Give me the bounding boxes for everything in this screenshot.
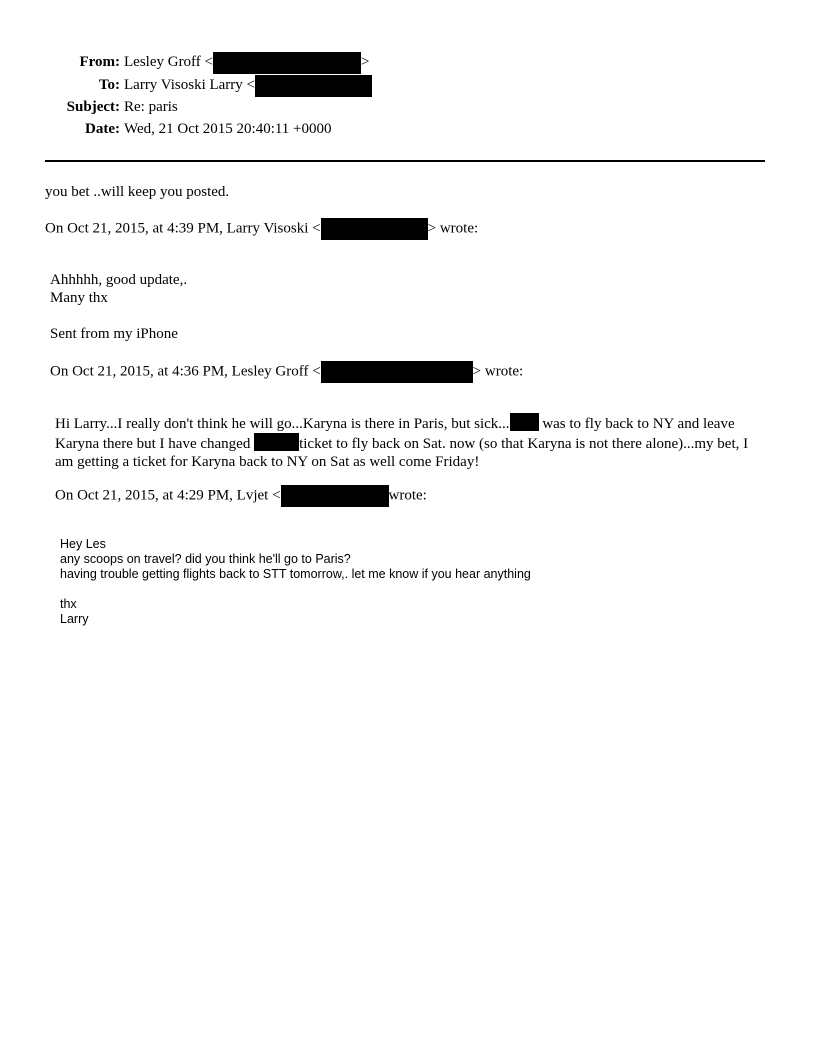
quote3-line: any scoops on travel? did you think he'll go to Paris? bbox=[60, 552, 351, 566]
reply-text: you bet ..will keep you posted. bbox=[45, 184, 230, 200]
quote2-attrib-pre: On Oct 21, 2015, at 4:36 PM, Lesley Groff < bbox=[50, 363, 321, 380]
redaction-box bbox=[510, 413, 539, 431]
quote1-signature: Sent from my iPhone bbox=[50, 326, 178, 342]
from-row bbox=[40, 51, 369, 74]
quote3-attrib-pre: On Oct 21, 2015, at 4:29 PM, Lvjet < bbox=[55, 487, 281, 504]
from-tail: > bbox=[361, 54, 370, 70]
redaction-box bbox=[321, 218, 428, 240]
to-row bbox=[40, 74, 372, 97]
redaction-box bbox=[213, 52, 361, 74]
quote1-attrib-post: > wrote: bbox=[427, 220, 479, 237]
quote3-attrib-post: wrote: bbox=[388, 487, 427, 504]
from-label: From: bbox=[79, 54, 120, 70]
quote2-paragraph bbox=[55, 413, 755, 471]
quote3-line: having trouble getting flights back to STT tomorrow,. let me know if you hear anything bbox=[60, 567, 531, 581]
quote1-attribution bbox=[45, 218, 478, 240]
date-value: Wed, 21 Oct 2015 20:40:11 +0000 bbox=[124, 121, 332, 137]
date-label: Date: bbox=[85, 121, 120, 137]
quote2-attrib-post: > wrote: bbox=[472, 363, 524, 380]
quote2-text-c: ticket to fly back on Sat. now (so that Karyna is not there alone)...my bet, I am getting a ticket for Karyna back to NY on Sat as well come Friday! bbox=[55, 436, 749, 470]
quote3-attribution bbox=[55, 485, 427, 507]
quote3-line: thx bbox=[60, 597, 77, 611]
quote2-text-a: Hi Larry...I really don't think he will go...Karyna is there in Paris, but sick... bbox=[55, 416, 510, 432]
quote2-attribution bbox=[50, 361, 523, 383]
quote1-line: Many thx bbox=[50, 290, 108, 306]
to-value: Larry Visoski Larry < bbox=[124, 77, 256, 93]
redaction-box bbox=[254, 433, 299, 451]
subject-label: Subject: bbox=[66, 99, 120, 115]
to-label: To: bbox=[98, 77, 120, 93]
redaction-box bbox=[281, 485, 389, 507]
quote1-attrib-pre: On Oct 21, 2015, at 4:39 PM, Larry Visoski < bbox=[45, 220, 321, 237]
header-divider bbox=[45, 160, 765, 162]
quote3-line: Hey Les bbox=[60, 537, 106, 551]
quote2-text-b: was to fly back to NY and leave Karyna there but I have changed bbox=[55, 416, 735, 452]
subject-value: Re: paris bbox=[124, 99, 178, 115]
redaction-box bbox=[255, 75, 372, 97]
subject-row bbox=[40, 96, 178, 118]
from-value: Lesley Groff < bbox=[124, 54, 213, 70]
quote3-line: Larry bbox=[60, 612, 89, 626]
redaction-box bbox=[321, 361, 473, 383]
date-row bbox=[40, 118, 332, 140]
quote1-line: Ahhhhh, good update,. bbox=[50, 272, 188, 288]
